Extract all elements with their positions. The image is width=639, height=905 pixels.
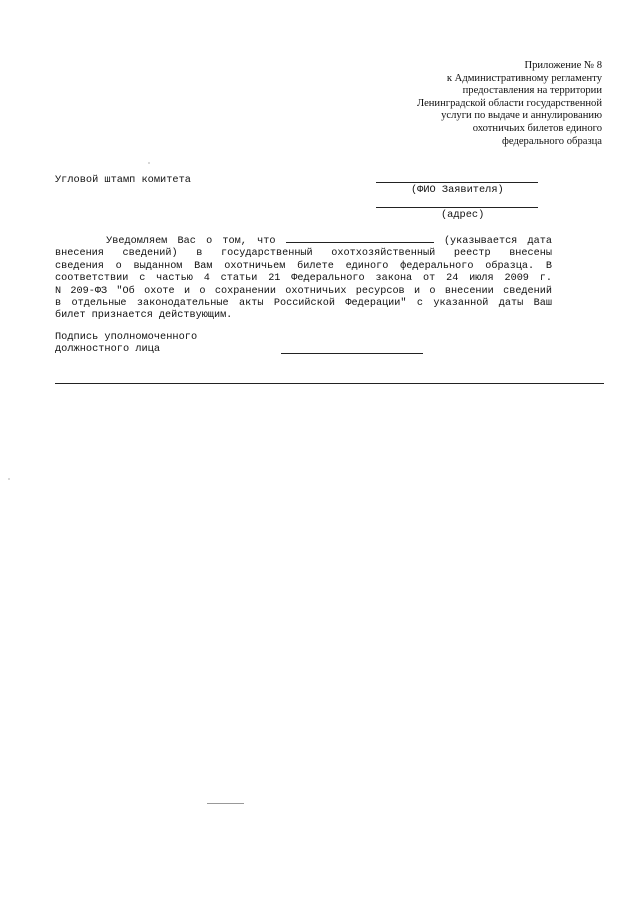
appendix-header-line: охотничьих билетов единого	[472, 122, 602, 134]
body-line: сведения о выданном Вам охотничьем билете единого федерального образца. В	[55, 260, 552, 272]
signature-label: Подпись уполномоченного	[55, 331, 198, 343]
body-intro: Уведомляем Вас о том, что	[106, 236, 276, 247]
signature-block	[55, 331, 197, 356]
appendix-header	[362, 60, 602, 148]
scan-speck	[148, 162, 150, 164]
signature-label: должностного лица	[55, 343, 161, 356]
body-line: соответствии с частью 4 статьи 21 Федерального закона от 24 июля 2009 г.	[55, 273, 552, 285]
scan-artifact-top	[262, 0, 352, 1]
body-line-first	[55, 233, 552, 248]
scan-speck	[8, 478, 10, 480]
section-divider	[55, 383, 604, 384]
appendix-header-line: федерального образца	[502, 135, 602, 147]
applicant-name-line	[376, 182, 538, 183]
appendix-header-line: предоставления на территории	[462, 85, 602, 97]
applicant-address-caption: (адрес)	[441, 209, 485, 221]
body-line: билет признается действующим.	[55, 310, 233, 322]
appendix-header-line: Ленинградской области государственной	[416, 97, 602, 109]
scan-artifact-bottom	[207, 803, 244, 804]
body-date-hint: (указывается дата	[443, 236, 552, 247]
appendix-header-line: к Административному регламенту	[446, 72, 602, 84]
date-blank-line	[286, 233, 434, 243]
appendix-header-line: услуги по выдаче и аннулированию	[441, 110, 602, 122]
body-line: внесения сведений) в государственный охотхозяйственный реестр внесены	[55, 248, 552, 260]
applicant-address-line	[376, 207, 538, 208]
notification-body	[55, 233, 552, 323]
appendix-number: Приложение № 8	[524, 60, 602, 71]
body-line: в отдельные законодательные акты Российской Федерации" с указанной даты Ваш	[55, 298, 552, 310]
signature-line	[281, 353, 423, 354]
applicant-name-caption: (ФИО Заявителя)	[411, 184, 504, 196]
body-line: N 209-ФЗ "Об охоте и о сохранении охотничьих ресурсов и о внесении сведений	[55, 285, 552, 297]
corner-stamp-label: Угловой штамп комитета	[55, 174, 191, 186]
